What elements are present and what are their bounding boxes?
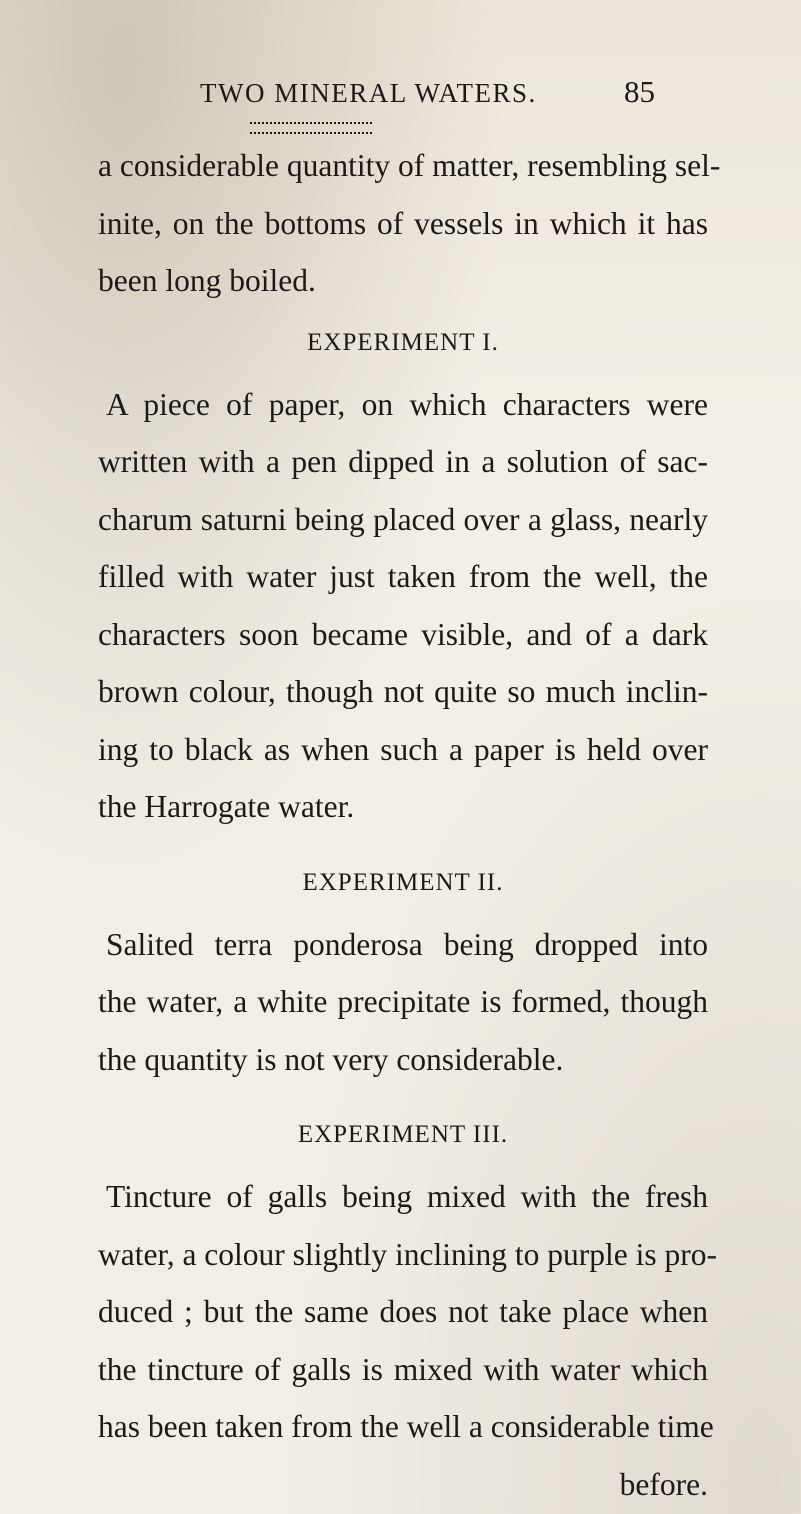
header-ornament-rule: [250, 122, 372, 134]
running-title: TWO MINERAL WATERS.: [200, 78, 537, 108]
experiment-1-heading: EXPERIMENT I.: [307, 328, 499, 356]
text-line: been long boiled.: [98, 263, 316, 298]
experiment-2-heading: EXPERIMENT II.: [302, 868, 504, 896]
text-line: has been taken from the well a considerable time: [98, 1409, 714, 1444]
text-line: charum saturni being placed over a glass, nearly: [98, 501, 708, 537]
text-line: the quantity is not very considerable.: [98, 1041, 564, 1077]
text-line: the water, a white precipitate is formed, though: [98, 984, 708, 1019]
text-line: the Harrogate water.: [98, 789, 355, 824]
text-line: water, a colour slightly inclining to purple is pro-: [98, 1236, 717, 1272]
catchword: before.: [619, 1466, 708, 1502]
body-text: [98, 137, 721, 1513]
running-head: [200, 70, 655, 120]
text-line: brown colour, though not quite so much inclin-: [98, 674, 708, 709]
text-line: duced ; but the same does not take place when: [98, 1294, 708, 1329]
text-line: filled with water just taken from the well, the: [98, 559, 708, 594]
text-line: ing to black as when such a paper is held over: [98, 731, 708, 767]
experiment-3-heading: EXPERIMENT III.: [297, 1121, 509, 1148]
text-line: the tincture of galls is mixed with water which: [98, 1351, 708, 1387]
page-number: 85: [624, 74, 655, 109]
text-line: inite, on the bottoms of vessels in which it has: [98, 205, 708, 241]
text-line: Tincture of galls being mixed with the fresh: [106, 1179, 708, 1214]
text-line: characters soon became visible, and of a dark: [98, 616, 708, 652]
text-line: A piece of paper, on which characters were: [106, 386, 708, 422]
text-line: Salited terra ponderosa being dropped into: [106, 926, 708, 962]
text-line: a considerable quantity of matter, resembling sel-: [98, 148, 721, 183]
text-line: written with a pen dipped in a solution of sac-: [98, 444, 708, 479]
